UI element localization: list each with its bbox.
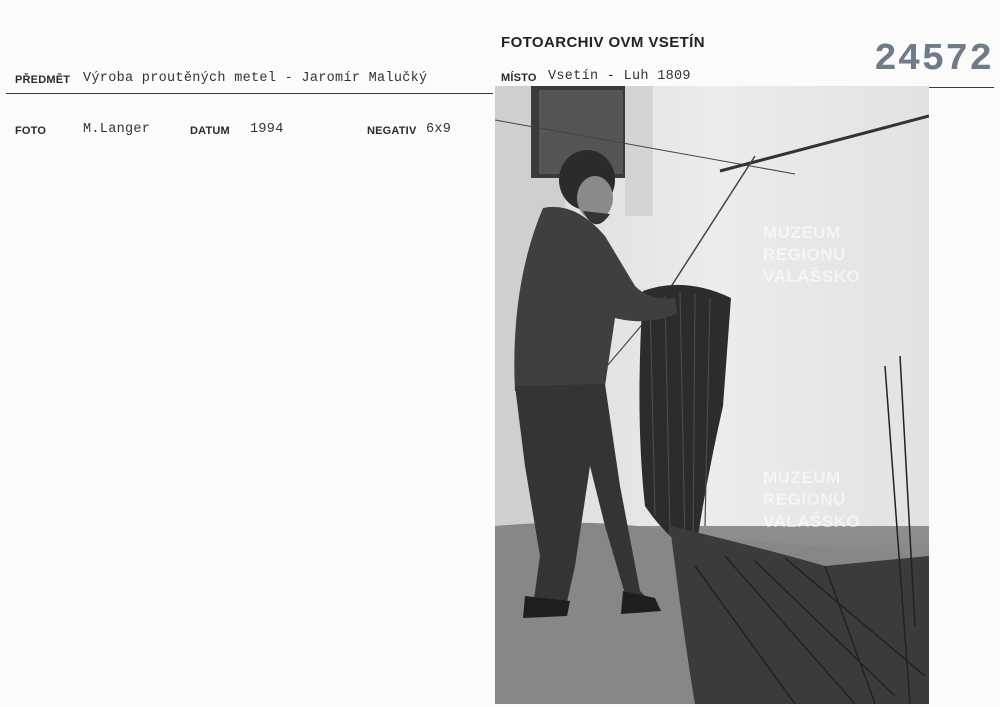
place-label: MÍSTO (501, 72, 537, 84)
subject-underline (6, 93, 493, 94)
subject-label: PŘEDMĚT (15, 74, 71, 86)
watermark-line-1: MUZEUM (763, 223, 841, 242)
photographer-value: M.Langer (83, 122, 151, 137)
archive-title: FOTOARCHIV OVM VSETÍN (501, 34, 705, 51)
photo-label: FOTO (15, 125, 47, 137)
place-value: Vsetín - Luh 1809 (548, 69, 691, 84)
watermark-line-3: VALAŠSKO (763, 267, 861, 286)
negative-label: NEGATIV (367, 125, 417, 137)
watermark-line-3: VALAŠSKO (763, 512, 861, 531)
watermark-line-2: REGIONU (763, 490, 846, 509)
date-value: 1994 (250, 122, 284, 137)
watermark-line-1: MUZEUM (763, 468, 841, 487)
museum-watermark-lower (763, 467, 860, 533)
negative-value: 6x9 (426, 122, 452, 137)
archive-photograph (495, 86, 929, 704)
date-label: DATUM (190, 125, 230, 137)
window-reveal (625, 86, 653, 216)
place-underline (929, 87, 994, 88)
subject-value: Výroba proutěných metel - Jaromír Malučký (83, 71, 428, 86)
inventory-number-stamp: 24572 (874, 38, 994, 81)
photo-scene (495, 86, 929, 704)
museum-watermark-upper (763, 222, 860, 288)
watermark-line-2: REGIONU (763, 245, 846, 264)
